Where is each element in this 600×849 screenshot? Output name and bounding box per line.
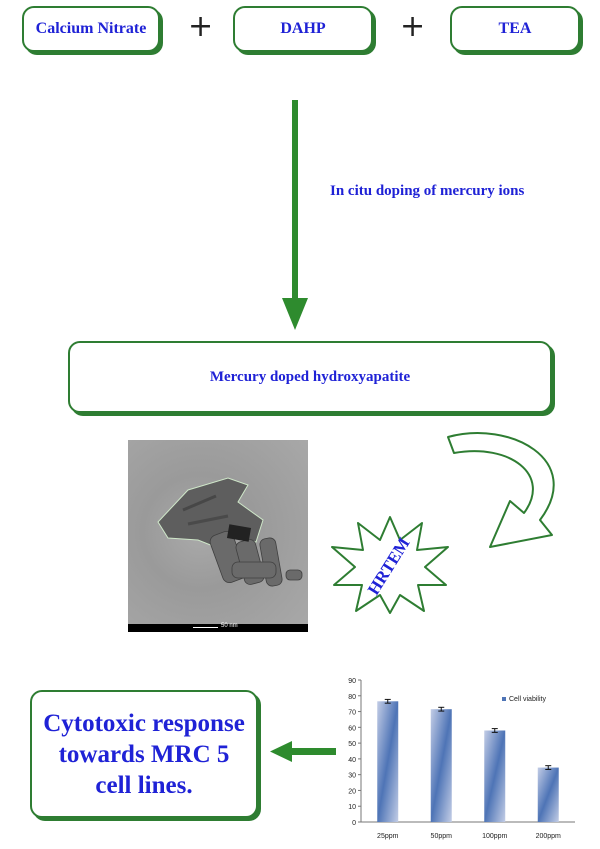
y-tick-label: 60 [348, 725, 356, 733]
x-tick-label: 50ppm [430, 833, 452, 840]
tem-micrograph-image [128, 440, 308, 632]
left-arrow-icon [270, 740, 336, 764]
down-arrow-icon [280, 100, 310, 332]
data-bar [484, 730, 505, 822]
x-tick-label: 200ppm [535, 833, 561, 840]
reagent-dahp-box [233, 6, 373, 52]
product-label: Mercury doped hydroxyapatite [209, 368, 411, 385]
plus-icon: + [400, 9, 426, 44]
y-tick-label: 40 [348, 756, 356, 764]
plus-icon: + [188, 9, 214, 44]
x-tick-label: 100ppm [482, 833, 508, 840]
y-tick-label: 20 [348, 788, 356, 796]
data-bar [538, 768, 559, 822]
reagent-dahp-label: DAHP [280, 20, 326, 37]
result-line-1: Cytotoxic response [43, 709, 245, 737]
data-bar [377, 701, 398, 822]
scale-bar-label: 50 nm [221, 623, 238, 629]
reagent-tea-box [450, 6, 580, 52]
scale-bar-line [193, 627, 218, 628]
result-box [30, 690, 258, 818]
legend-swatch [502, 697, 506, 701]
result-line-2: towards MRC 5 [58, 740, 230, 768]
hrtem-starburst [330, 515, 450, 615]
x-tick-label: 25ppm [377, 833, 399, 840]
reagent-calcium-nitrate-box [22, 6, 160, 52]
scale-bar [128, 624, 308, 632]
y-tick-label: 10 [348, 804, 356, 812]
y-tick-label: 90 [348, 678, 356, 685]
tem-image-field [128, 440, 308, 624]
legend-label: Cell viability [509, 696, 546, 703]
y-tick-label: 50 [348, 741, 356, 749]
reagent-tea-label: TEA [498, 20, 532, 37]
data-bar [431, 709, 452, 822]
result-line-3: cell lines. [95, 771, 193, 799]
reagent-calcium-nitrate-label: Calcium Nitrate [35, 20, 147, 37]
process-label: In citu doping of mercury ions [330, 183, 525, 199]
hrtem-label: HRTEM [363, 534, 414, 599]
y-tick-label: 30 [348, 772, 356, 780]
nanorod-cluster-graphic [128, 440, 308, 624]
cell-viability-chart [335, 672, 585, 844]
curved-arrow-icon [440, 425, 580, 570]
y-tick-label: 0 [352, 820, 356, 827]
y-tick-label: 70 [348, 709, 356, 717]
y-tick-label: 80 [348, 693, 356, 701]
product-box [68, 341, 552, 413]
